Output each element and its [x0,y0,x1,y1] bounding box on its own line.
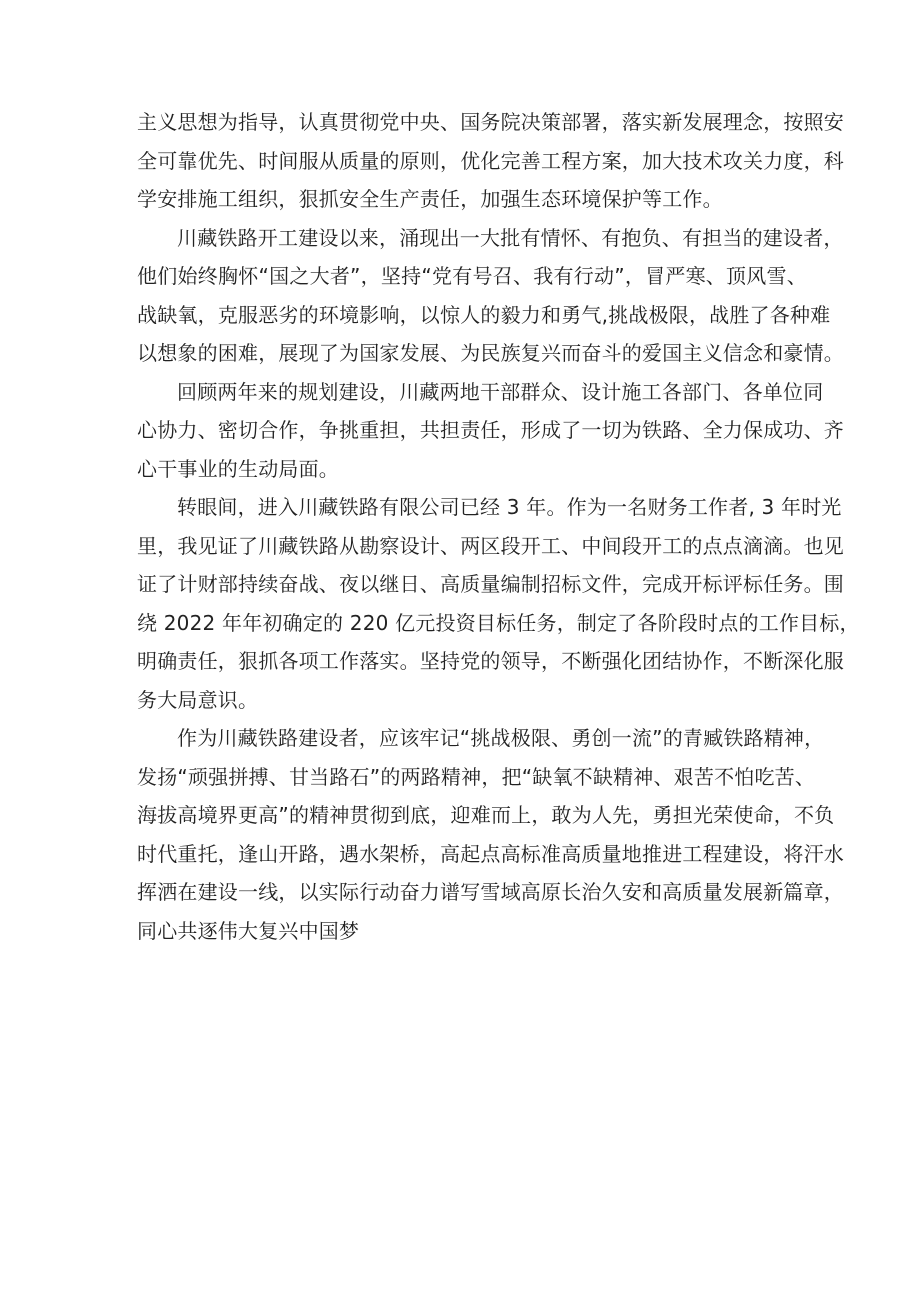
text-line: 海拔高境界更高”的精神贯彻到底，迎难而上，敢为人先，勇担光荣使命，不负 [137,803,835,827]
text-line: 心干事业的生动局面。 [137,456,339,481]
text-line: 心协力、密切合作，争挑重担，共担责任，形成了一切为铁路、全力保成功、齐 [137,418,844,442]
text-line: 发扬“顽强拼搏、甘当路石”的两路精神，把“缺氧不缺精神、艰苦不怕吃苦、 [137,764,816,789]
text-line: 全可靠优先、时间服从质量的原则，优化完善工程方案，加大技术攻关力度，科 [137,148,844,173]
text-line: 川藏铁路开工建设以来，涌现出一大批有情怀、有抱负、有担当的建设者， [177,225,844,250]
paragraph-3 [137,373,844,489]
paragraph-5 [137,719,844,950]
document-body [137,103,860,950]
text-line: 绕 2022 年年初确定的 220 亿元投资目标任务，制定了各阶段时点的工作目标， [137,610,860,635]
paragraph-4 [137,488,860,719]
text-line: 明确责任，狠抓各项工作落实。坚持党的领导，不断强化团结协作，不断深化服 [137,649,844,673]
paragraph-1 [137,103,844,219]
text-line: 主义思想为指导，认真贯彻党中央、国务院决策部署，落实新发展理念，按照安 [137,110,844,134]
text-line: 他们始终胸怀“国之大者”，坚持“党有号召、我有行动”，冒严寒、顶风雪、 [137,264,807,288]
text-line: 证了计财部持续奋战、夜以继日、高质量编制招标文件，完成开标评标任务。围 [137,572,844,596]
text-line: 务大局意识。 [137,687,259,712]
text-line: 以想象的困难，展现了为国家发展、为民族复兴而奋斗的爱国主义信念和豪情。 [137,341,844,365]
text-line: 时代重托，逢山开路，遇水架桥，高起点高标准高质量地推进工程建设，将汗水 [137,841,844,866]
text-line: 挥洒在建设一线，以实际行动奋力谱写雪域高原长治久安和高质量发展新篇章， [137,880,844,904]
text-line: 战缺氧，克服恶劣的环境影响，以惊人的毅力和勇气,挑战极限，战胜了各种难 [137,302,831,327]
text-line: 转眼间，进入川藏铁路有限公司已经 3 年。作为一名财务工作者, 3 年时光 [177,495,842,519]
text-line: 同心共逐伟大复兴中国梦 [137,918,360,943]
text-line: 学安排施工组织，狠抓安全生产责任，加强生态环境保护等工作。 [137,187,723,211]
paragraph-2 [137,219,844,373]
text-line: 回顾两年来的规划建设，川藏两地干部群众、设计施工各部门、各单位同 [177,379,824,404]
text-line: 作为川藏铁路建设者，应该牢记“挑战极限、勇创一流”的青臧铁路精神， [177,726,825,750]
text-line: 里，我见证了川藏铁路从勘察设计、两区段开工、中间段开工的点点滴滴。也见 [137,533,844,558]
